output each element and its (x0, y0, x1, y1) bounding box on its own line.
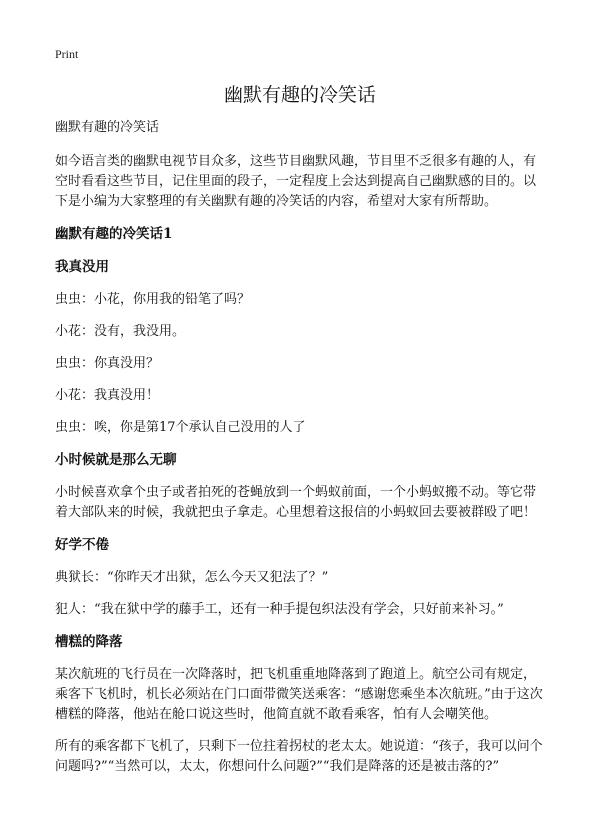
dialog-line: 小花：我真没用！ (55, 388, 160, 403)
page-title: 幽默有趣的冷笑话 (223, 84, 376, 106)
dialog-line: 犯人：“我在狱中学的藤手工，还有一种手提包织法没有学会，只好前来补习。” (55, 602, 504, 617)
print-link[interactable]: Print (55, 47, 79, 61)
joke-paragraph: 某次航班的飞行员在一次降落时，把飞机重重地降落到了跑道上。航空公司有规定，乘客下飞机时，机长必须站在门口面带微笑送乘客：“感谢您乘坐本次航班。”由于这次槽糕的降落，他站在舱口说这些时，他简直就不敢看乘客，怕有人会嘲笑他。 (55, 667, 543, 722)
article-subtitle: 幽默有趣的冷笑话 (55, 120, 160, 135)
joke-heading: 槽糕的降落 (55, 634, 123, 650)
dialog-line: 虫虫：小花，你用我的铅笔了吗？ (55, 292, 251, 307)
joke-heading: 小时候就是那么无聊 (55, 452, 177, 468)
intro-paragraph: 如今语言类的幽默电视节目众多，这些节目幽默风趣，节目里不乏很多有趣的人，有空时看看这些节目，记住里面的段子，一定程度上会达到提高自己幽默感的目的。以下是小编为大家整理的有关幽默有趣的冷笑话的内容，希望对大家有所帮助。 (55, 154, 537, 209)
joke-paragraph: 所有的乘客都下飞机了，只剩下一位拄着拐杖的老太太。她说道：“孩子，我可以问个问题吗?”“当然可以，太太，你想问什么问题?”“我们是降落的还是被击落的?” (55, 739, 543, 774)
section-heading: 幽默有趣的冷笑话1 (55, 226, 173, 242)
joke-heading: 好学不倦 (55, 537, 109, 553)
dialog-line: 小花：没有，我没用。 (55, 324, 186, 339)
dialog-line: 典狱长：“你昨天才出狱，怎么今天又犯法了？” (55, 570, 329, 585)
dialog-line: 虫虫：你真没用？ (55, 356, 160, 371)
joke-paragraph: 小时候喜欢拿个虫子或者拍死的苍蝇放到一个蚂蚁前面，一个小蚂蚁搬不动。等它带着大部队来的时候，我就把虫子拿走。心里想着这报信的小蚂蚁回去要被群殴了吧！ (55, 485, 537, 520)
joke-heading: 我真没用 (55, 259, 109, 275)
dialog-line: 虫虫：唉，你是第17个承认自己没用的人了 (55, 420, 306, 435)
article-body (55, 118, 545, 789)
